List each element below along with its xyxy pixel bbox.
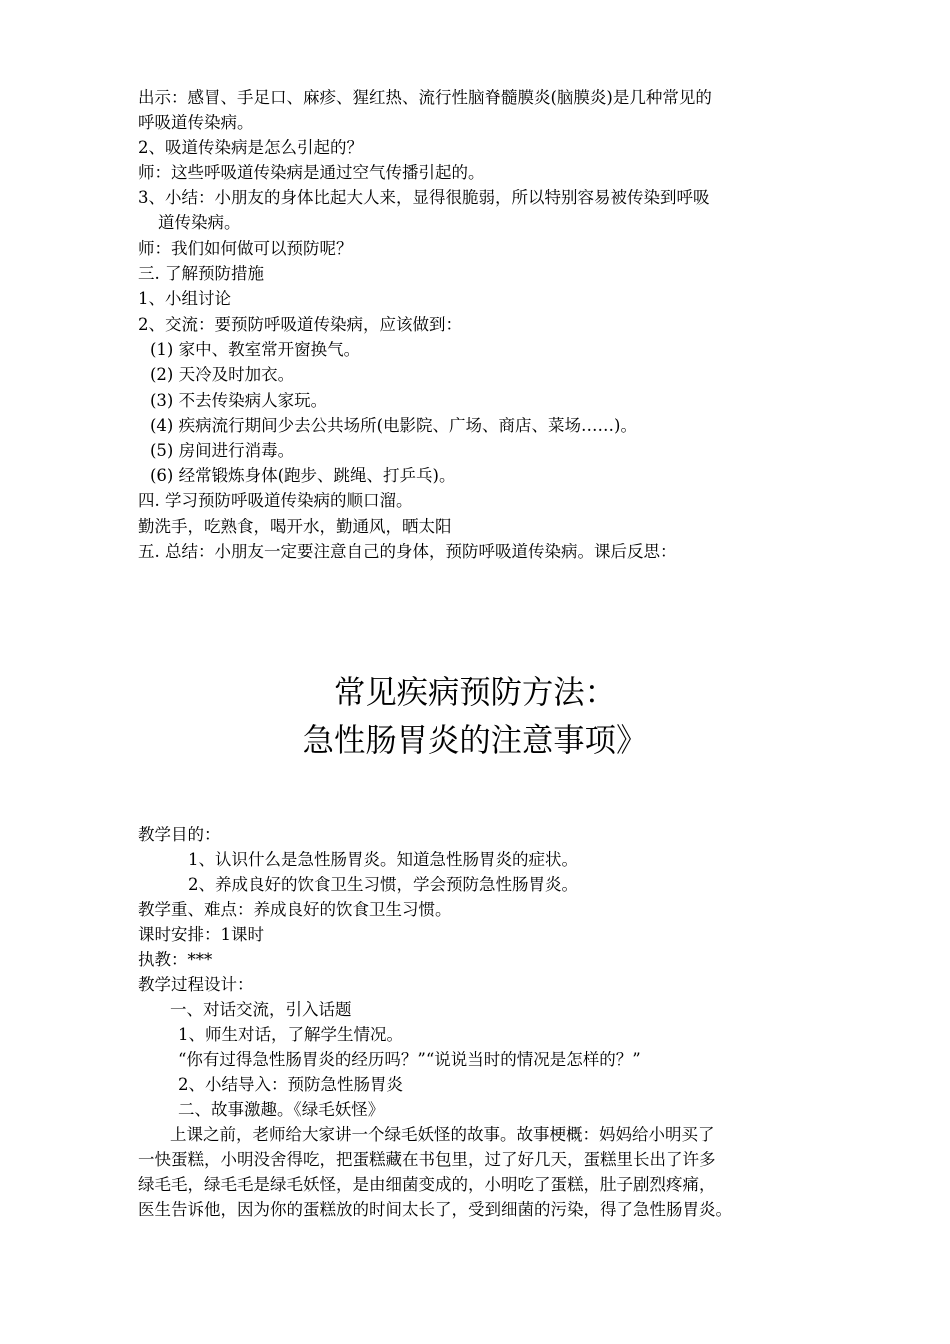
text-line: 师：这些呼吸道传染病是通过空气传播引起的。 bbox=[138, 163, 485, 182]
text-line: 执教：*** bbox=[138, 950, 213, 969]
text-line: 1、师生对话，了解学生情况。 bbox=[178, 1025, 403, 1044]
section-heading: 一、对话交流，引入话题 bbox=[170, 1000, 352, 1019]
text-line: 2、交流：要预防呼吸道传染病，应该做到： bbox=[138, 315, 462, 334]
list-item: (6) 经常锻炼身体(跑步、跳绳、打乒乓)。 bbox=[150, 466, 456, 485]
list-item: (5) 房间进行消毒。 bbox=[150, 441, 295, 460]
list-item: (3) 不去传染病人家玩。 bbox=[150, 391, 328, 410]
section-heading: 五. 总结：小朋友一定要注意自己的身体，预防呼吸道传染病。课后反思： bbox=[138, 542, 677, 561]
text-line: “你有过得急性肠胃炎的经历吗？”“说说当时的情况是怎样的？” bbox=[178, 1050, 641, 1069]
text-line: 2、小结导入：预防急性肠胃炎 bbox=[178, 1075, 403, 1094]
page-title: 常见疾病预防方法： bbox=[334, 673, 616, 711]
text-line: 教学过程设计： bbox=[138, 975, 254, 994]
paragraph-line: 一快蛋糕，小明没舍得吃，把蛋糕藏在书包里，过了好几天，蛋糕里长出了许多 bbox=[138, 1150, 716, 1169]
list-item: (1) 家中、教室常开窗换气。 bbox=[150, 340, 361, 359]
text-line: 2、吸道传染病是怎么引起的？ bbox=[138, 138, 363, 157]
text-line: 师：我们如何做可以预防呢？ bbox=[138, 239, 353, 258]
text-line: 呼吸道传染病。 bbox=[138, 113, 254, 132]
text-line: 勤洗手，吃熟食，喝开水，勤通风，晒太阳 bbox=[138, 517, 452, 536]
text-line: 教学重、难点：养成良好的饮食卫生习惯。 bbox=[138, 900, 452, 919]
paragraph-line: 上课之前，老师给大家讲一个绿毛妖怪的故事。故事梗概：妈妈给小明买了 bbox=[170, 1125, 715, 1144]
text-line: 教学目的： bbox=[138, 825, 221, 844]
text-line: 1、小组讨论 bbox=[138, 289, 231, 308]
page-subtitle: 急性肠胃炎的注意事项》 bbox=[302, 721, 648, 759]
text-line: 1、认识什么是急性肠胃炎。知道急性肠胃炎的症状。 bbox=[188, 850, 578, 869]
section-heading: 二、故事激趣。《绿毛妖怪》 bbox=[178, 1100, 385, 1119]
list-item: (4) 疾病流行期间少去公共场所(电影院、广场、商店、菜场……)。 bbox=[150, 416, 637, 435]
section-heading: 三. 了解预防措施 bbox=[138, 264, 264, 283]
text-line: 3、小结：小朋友的身体比起大人来，显得很脆弱，所以特别容易被传染到呼吸 bbox=[138, 188, 710, 207]
text-line: 2、养成良好的饮食卫生习惯，学会预防急性肠胃炎。 bbox=[188, 875, 578, 894]
paragraph-line: 绿毛毛，绿毛毛是绿毛妖怪，是由细菌变成的，小明吃了蛋糕，肚子剧烈疼痛， bbox=[138, 1175, 716, 1194]
text-line: 课时安排：1课时 bbox=[138, 925, 264, 944]
paragraph-line: 医生告诉他，因为你的蛋糕放的时间太长了，受到细菌的污染，得了急性肠胃炎。 bbox=[138, 1200, 732, 1219]
text-line: 道传染病。 bbox=[158, 213, 241, 232]
list-item: (2) 天冷及时加衣。 bbox=[150, 365, 295, 384]
section-heading: 四. 学习预防呼吸道传染病的顺口溜。 bbox=[138, 491, 413, 510]
text-line: 出示：感冒、手足口、麻疹、猩红热、流行性脑脊髓膜炎(脑膜炎)是几种常见的 bbox=[138, 88, 712, 107]
